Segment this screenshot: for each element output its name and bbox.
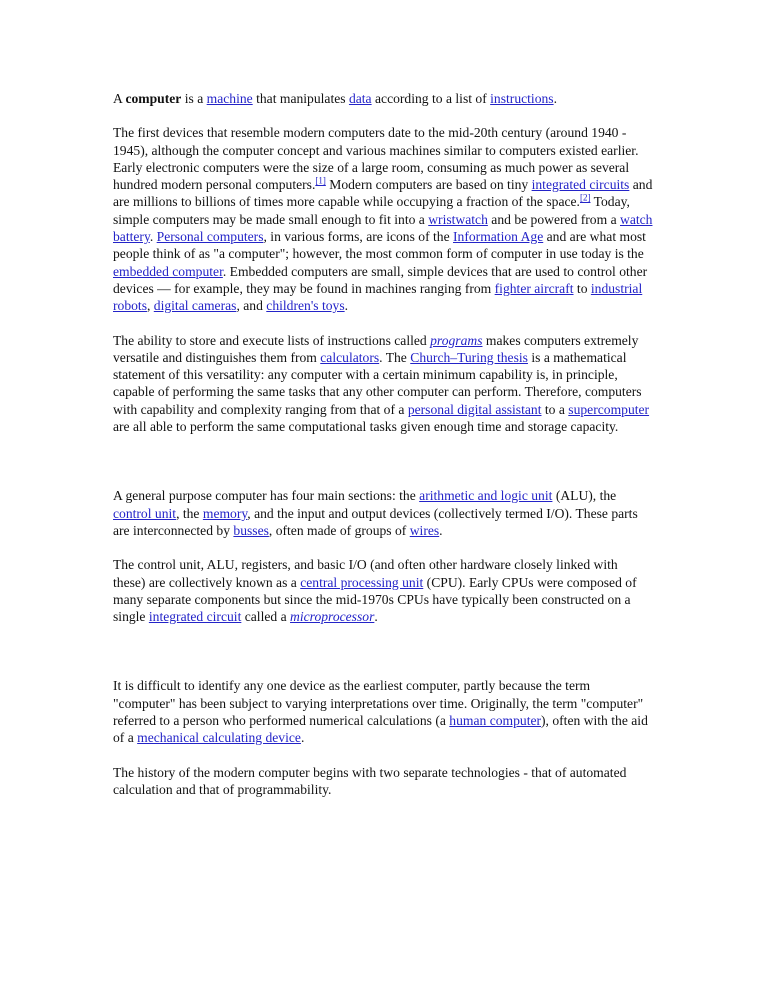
reference-1 bbox=[315, 176, 326, 186]
text: and are millions to billions of times more capable while occupying a fraction of the space. bbox=[113, 177, 653, 210]
paragraph-definition bbox=[113, 90, 653, 107]
text: , and the input and output devices (collectively termed I/O). These parts are interconnected by bbox=[113, 505, 638, 538]
reference-2 bbox=[580, 193, 591, 203]
text: . bbox=[344, 298, 349, 314]
text: , in various forms, are icons of the bbox=[263, 229, 454, 245]
link-human-computer[interactable]: human computer bbox=[449, 713, 542, 729]
paragraph-main-sections bbox=[113, 487, 653, 539]
text: is a mathematical statement of this versatility: any computer with a certain minimum capability is, in principle, capable of performing the same tasks that any other computer can perform. Therefore, computers with capability and complexity ranging from that of a bbox=[113, 349, 642, 417]
link-microprocessor[interactable]: microprocessor bbox=[290, 609, 375, 625]
document-body bbox=[113, 90, 653, 815]
text: to a bbox=[541, 401, 569, 417]
link-programs[interactable]: programs bbox=[430, 332, 483, 348]
text: A bbox=[113, 91, 126, 106]
text: to bbox=[573, 280, 591, 296]
text: . bbox=[553, 91, 557, 106]
link-memory[interactable]: memory bbox=[202, 505, 248, 521]
text: . Embedded computers are small, simple devices that are used to control other devices — for example, they may be found in machines ranging from bbox=[113, 263, 648, 296]
link-mechanical-calculating-device[interactable]: mechanical calculating device bbox=[137, 730, 301, 746]
text: ), often with the aid of a bbox=[113, 713, 648, 746]
link-supercomputer[interactable]: supercomputer bbox=[568, 401, 650, 417]
link-instructions[interactable]: instructions bbox=[490, 91, 554, 106]
link-personal-computers[interactable]: Personal computers bbox=[156, 229, 264, 245]
text: , often made of groups of bbox=[268, 522, 410, 538]
link-wristwatch[interactable]: wristwatch bbox=[428, 211, 488, 227]
link-information-age[interactable]: Information Age bbox=[453, 229, 544, 245]
paragraph-history-intro bbox=[113, 124, 653, 314]
text: Today, simple computers may be made small enough to fit into a bbox=[113, 194, 630, 227]
paragraph-versatility bbox=[113, 332, 653, 436]
link-central-processing-unit[interactable]: central processing unit bbox=[300, 574, 424, 590]
link-machine[interactable]: machine bbox=[206, 91, 253, 106]
text: . The bbox=[379, 349, 411, 365]
link-integrated-circuits[interactable]: integrated circuits bbox=[531, 177, 630, 193]
text: . bbox=[300, 730, 305, 746]
text: that manipulates bbox=[252, 91, 349, 106]
text: The control unit, ALU, registers, and basic I/O (and often other hardware closely linked with these) are collectively known as a bbox=[113, 557, 618, 590]
text: and be powered from a bbox=[487, 211, 620, 227]
link-fighter-aircraft[interactable]: fighter aircraft bbox=[494, 280, 574, 296]
link-calculators[interactable]: calculators bbox=[320, 349, 380, 365]
reference-link-2[interactable]: [2] bbox=[579, 192, 591, 203]
link-digital-cameras[interactable]: digital cameras bbox=[153, 298, 237, 314]
text: . bbox=[374, 609, 378, 625]
text: (CPU). Early CPUs were composed of many separate components but since the mid-1970s CPUs have typically been constructed on a single bbox=[113, 574, 637, 625]
link-church-turing-thesis[interactable]: Church–Turing thesis bbox=[410, 349, 528, 365]
paragraph-cpu bbox=[113, 556, 653, 625]
text: are all able to perform the same computational tasks given enough time and storage capacity. bbox=[113, 419, 619, 435]
link-childrens-toys[interactable]: children's toys bbox=[266, 298, 345, 314]
link-arithmetic-logic-unit[interactable]: arithmetic and logic unit bbox=[419, 488, 553, 504]
text: called a bbox=[241, 609, 291, 625]
text: It is difficult to identify any one device as the earliest computer, partly because the term "computer" has been subject to varying interpretations over time. Originally, the term "computer" referred to a person who performed numerical calculations (a bbox=[113, 678, 644, 729]
link-industrial-robots[interactable]: industrial robots bbox=[113, 280, 643, 314]
text: A general purpose computer has four main sections: the bbox=[113, 488, 420, 504]
paragraph-earliest-computer bbox=[113, 677, 653, 746]
text: The first devices that resemble modern computers date to the mid-20th century (around 1940 - 1945), although the computer concept and various machines similar to computers existed earlier. Early electronic computers were the size of a large room, consuming as much power as several hundred modern personal computers. bbox=[113, 125, 639, 193]
text: makes computers extremely versatile and distinguishes them from bbox=[113, 332, 639, 365]
reference-link-1[interactable]: [1] bbox=[315, 175, 326, 186]
text: The ability to store and execute lists of instructions called bbox=[113, 332, 431, 348]
link-watch-battery[interactable]: watch battery bbox=[113, 211, 653, 245]
text: The history of the modern computer begins with two separate technologies - that of automated calculation and that of programmability. bbox=[113, 764, 627, 797]
text: Modern computers are based on tiny bbox=[325, 177, 532, 193]
text: . bbox=[439, 522, 443, 538]
term-computer: computer bbox=[125, 91, 182, 106]
text: , the bbox=[176, 505, 203, 521]
text: . bbox=[149, 229, 157, 245]
text: and are what most people think of as "a computer"; however, the most common form of computer in use today is the bbox=[113, 229, 646, 262]
text: is a bbox=[181, 91, 207, 106]
text: (ALU), the bbox=[552, 488, 617, 504]
link-data[interactable]: data bbox=[348, 91, 372, 106]
text: according to a list of bbox=[371, 91, 491, 106]
text: , bbox=[146, 298, 154, 314]
text: , and bbox=[236, 298, 267, 314]
link-wires[interactable]: wires bbox=[409, 522, 440, 538]
link-personal-digital-assistant[interactable]: personal digital assistant bbox=[407, 401, 542, 417]
link-busses[interactable]: busses bbox=[233, 522, 269, 538]
paragraph-modern-history bbox=[113, 764, 653, 799]
link-integrated-circuit[interactable]: integrated circuit bbox=[148, 609, 242, 625]
link-control-unit[interactable]: control unit bbox=[113, 505, 177, 521]
link-embedded-computer[interactable]: embedded computer bbox=[113, 263, 223, 279]
